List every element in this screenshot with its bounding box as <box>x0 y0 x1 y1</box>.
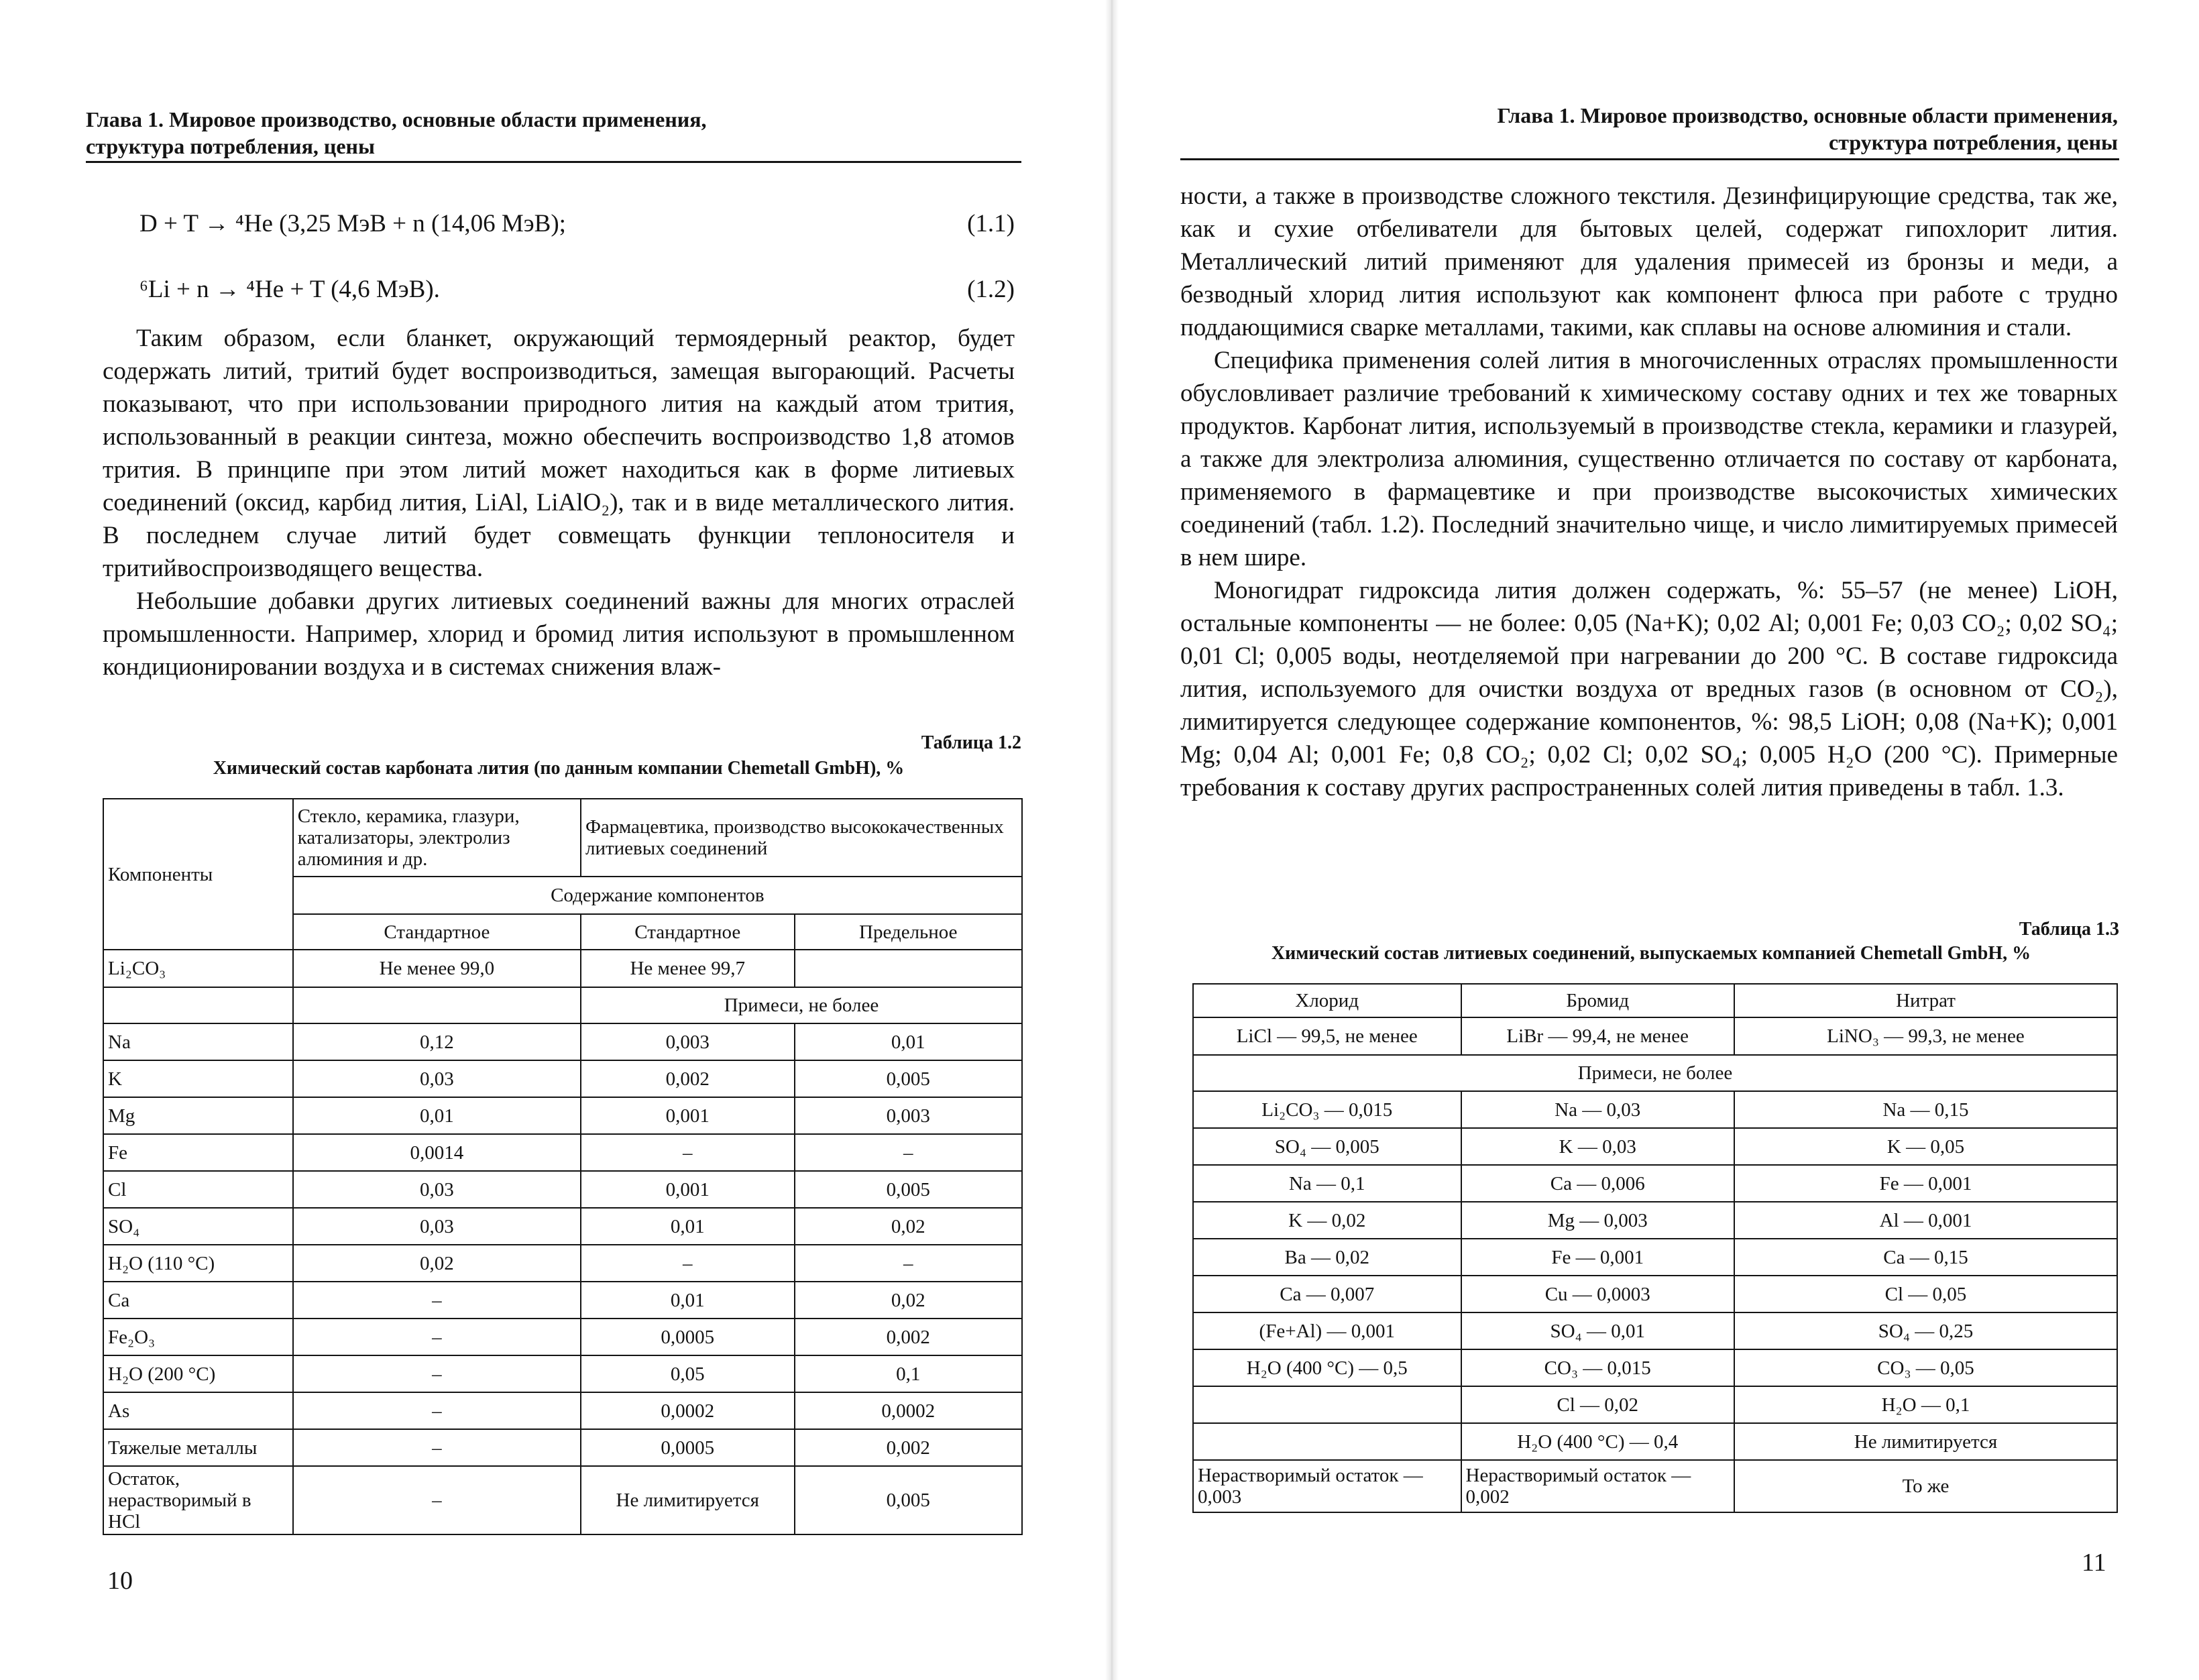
table-title: Химический состав литиевых соединений, выпускаемых компанией Chemetall GmbH, % <box>1271 943 2031 964</box>
cell: SO₄ — 0,005 <box>1193 1128 1461 1165</box>
component-name: Na <box>103 1023 293 1060</box>
paragraph: Небольшие добавки других литиевых соединений важны для многих отраслей промышленности. Например, хлорид и бромид лития используют в промышленном кондиционировании воздуха и в системах снижения влаж- <box>103 587 1015 681</box>
component-name: Cl <box>103 1171 293 1208</box>
cell: K — 0,05 <box>1734 1128 2117 1165</box>
header-standard-1: Стандартное <box>293 914 581 950</box>
book-spine <box>1105 0 1119 1680</box>
cell: Na — 0,03 <box>1461 1091 1734 1128</box>
cell: Ca — 0,007 <box>1193 1276 1461 1312</box>
cell <box>1193 1423 1461 1460</box>
table-row <box>1193 1276 2117 1312</box>
component-name: SO₄ <box>103 1208 293 1245</box>
table-row <box>1193 1091 2117 1128</box>
table-1-2 <box>103 798 1023 1535</box>
table-row <box>103 1134 1022 1171</box>
cell <box>293 987 581 1023</box>
impurities-header: Примеси, не более <box>581 987 1022 1023</box>
cell: H₂O (400 °C) — 0,5 <box>1193 1349 1461 1386</box>
cell: 0,02 <box>293 1245 581 1282</box>
body-text <box>103 322 1015 683</box>
cell: 0,005 <box>795 1171 1022 1208</box>
cell: CO₃ — 0,05 <box>1734 1349 2117 1386</box>
column-header-components: Компоненты <box>103 799 293 950</box>
cell: Na — 0,1 <box>1193 1165 1461 1202</box>
running-header-line1: Глава 1. Мировое производство, основные области применения, <box>86 107 707 131</box>
cell <box>103 987 293 1023</box>
table-row <box>1193 1017 2117 1055</box>
paragraph: Таким образом, если бланкет, окружающий термоядерный реактор, будет содержать литий, тритий будет воспроизводиться, замещая выгорающий. Расчеты показывают, что при использовании природного лития на каждый атом трития, использованный в реакции синтеза, можно обеспечить воспроизводство 1,8 атомов трития. В принципе при этом литий может находиться как в форме литиевых соединений (оксид, карбид лития, LiAl, LiAlO₂), так и в виде металлического лития. В последнем случае литий будет совмещать функции теплоносителя и тритийвоспроизводящего вещества. <box>103 325 1015 582</box>
component-name: K <box>103 1060 293 1097</box>
running-header-line2: структура потребления, цены <box>1829 130 2118 154</box>
cell: 0,01 <box>581 1282 795 1319</box>
running-header-line2: структура потребления, цены <box>86 134 375 158</box>
cell: 0,0002 <box>795 1392 1022 1429</box>
cell: 0,01 <box>293 1097 581 1134</box>
column-header-nitrate: Нитрат <box>1734 984 2117 1017</box>
table-row <box>103 1097 1022 1134</box>
cell: SO₄ — 0,25 <box>1734 1312 2117 1349</box>
cell: 0,1 <box>795 1355 1022 1392</box>
equation-text: D + T → ⁴He (3,25 МэВ + n (14,06 МэВ); <box>139 210 566 237</box>
table-row <box>1193 1460 2117 1512</box>
component-name: Mg <box>103 1097 293 1134</box>
cell: (Fe+Al) — 0,001 <box>1193 1312 1461 1349</box>
component-name: H₂O (110 °C) <box>103 1245 293 1282</box>
table-row <box>103 1282 1022 1319</box>
body-text <box>1180 180 2118 804</box>
paragraph: Специфика применения солей лития в многочисленных отраслях промышленности обусловливает различие требований к химическому составу одних и тех же товарных продуктов. Карбонат лития, используемый в производстве стекла, керамики и глазурей, а также для электролиза алюминия, существенно отличается по составу от карбоната, применяемого в фармацевтике и при производстве высокочистых химических соединений (табл. 1.2). Последний значительно чище, и число лимитируемых примесей в нем шире. <box>1180 347 2118 571</box>
table-row <box>1193 1165 2117 1202</box>
table-row <box>103 1392 1022 1429</box>
cell: Не менее 99,0 <box>293 950 581 987</box>
table-row <box>1193 1202 2117 1239</box>
equation-1-2 <box>139 275 1015 304</box>
table-row <box>1193 1349 2117 1386</box>
cell: Не лимитируется <box>581 1466 795 1534</box>
equation-1-1 <box>139 209 1015 239</box>
page-number: 10 <box>107 1567 133 1595</box>
table-title: Химический состав карбоната лития (по данным компании Chemetall GmbH), % <box>213 758 905 779</box>
table-row <box>103 1171 1022 1208</box>
cell: 0,03 <box>293 1208 581 1245</box>
equation-text: ⁶Li + n → ⁴He + T (4,6 МэВ). <box>139 276 440 303</box>
cell: Na — 0,15 <box>1734 1091 2117 1128</box>
cell: Нерастворимый остаток — 0,002 <box>1461 1460 1734 1512</box>
cell: LiBr — 99,4, не менее <box>1461 1017 1734 1055</box>
equation-number: (1.2) <box>967 276 1015 303</box>
table-label: Таблица 1.2 <box>921 732 1021 753</box>
cell: 0,01 <box>581 1208 795 1245</box>
cell: 0,02 <box>795 1208 1022 1245</box>
running-header <box>86 106 1025 160</box>
table-row <box>103 950 1022 987</box>
cell <box>795 950 1022 987</box>
cell: Не лимитируется <box>1734 1423 2117 1460</box>
cell: 0,02 <box>795 1282 1022 1319</box>
cell: 0,0002 <box>581 1392 795 1429</box>
cell: CO₃ — 0,015 <box>1461 1349 1734 1386</box>
header-rule <box>1180 158 2119 160</box>
cell: – <box>581 1245 795 1282</box>
table-row <box>103 1355 1022 1392</box>
table-row <box>103 1060 1022 1097</box>
component-name: Fe <box>103 1134 293 1171</box>
column-header-chloride: Хлорид <box>1193 984 1461 1017</box>
cell: – <box>293 1429 581 1466</box>
cell: – <box>795 1134 1022 1171</box>
cell: H₂O (400 °C) — 0,4 <box>1461 1423 1734 1460</box>
cell: Cl — 0,02 <box>1461 1386 1734 1423</box>
cell: – <box>293 1466 581 1534</box>
component-name: Fe₂O₃ <box>103 1319 293 1355</box>
table-row <box>103 1319 1022 1355</box>
cell <box>1193 1386 1461 1423</box>
cell: 0,0005 <box>581 1319 795 1355</box>
cell: Li₂CO₃ — 0,015 <box>1193 1091 1461 1128</box>
cell: Fe — 0,001 <box>1461 1239 1734 1276</box>
column-header-bromide: Бромид <box>1461 984 1734 1017</box>
header-content: Содержание компонентов <box>293 877 1022 914</box>
cell: Не менее 99,7 <box>581 950 795 987</box>
table-label: Таблица 1.3 <box>2019 919 2119 940</box>
component-name: As <box>103 1392 293 1429</box>
cell: – <box>795 1245 1022 1282</box>
cell: 0,003 <box>581 1023 795 1060</box>
cell: 0,05 <box>581 1355 795 1392</box>
cell: То же <box>1734 1460 2117 1512</box>
page-number: 11 <box>2082 1549 2106 1577</box>
cell: 0,001 <box>581 1171 795 1208</box>
cell: 0,12 <box>293 1023 581 1060</box>
component-name: Тяжелые металлы <box>103 1429 293 1466</box>
paragraph: ности, а также в производстве сложного текстиля. Дезинфицирующие средства, так же, как и сухие отбеливатели для бытовых целей, содержат гипохлорит лития. Металлический литий применяют для удаления примесей из бронзы и меди, а безводный хлорид лития используют как компонент флюса при работе с трудно поддающимися сварке металлами, такими, как сплавы на основе алюминия и стали. <box>1180 182 2118 341</box>
cell: LiCl — 99,5, не менее <box>1193 1017 1461 1055</box>
header-rule <box>86 161 1021 163</box>
column-header-pharma: Фармацевтика, производство высококачественных литиевых соединений <box>581 799 1022 877</box>
table-row <box>1193 1312 2117 1349</box>
cell: 0,0014 <box>293 1134 581 1171</box>
cell: Нерастворимый остаток — 0,003 <box>1193 1460 1461 1512</box>
cell: – <box>293 1319 581 1355</box>
table-row <box>103 1466 1022 1534</box>
cell: K — 0,02 <box>1193 1202 1461 1239</box>
cell: H₂O — 0,1 <box>1734 1386 2117 1423</box>
impurities-header: Примеси, не более <box>1193 1055 2117 1091</box>
table-row <box>103 1429 1022 1466</box>
table-row <box>103 1208 1022 1245</box>
cell: Cl — 0,05 <box>1734 1276 2117 1312</box>
component-name: Остаток, нерастворимый в HCl <box>103 1466 293 1534</box>
column-header-glass: Стекло, керамика, глазури, катализаторы, электролиз алюминия и др. <box>293 799 581 877</box>
cell: K — 0,03 <box>1461 1128 1734 1165</box>
cell: 0,003 <box>795 1097 1022 1134</box>
cell: 0,002 <box>795 1429 1022 1466</box>
header-standard-2: Стандартное <box>581 914 795 950</box>
component-name: Li₂CO₃ <box>103 950 293 987</box>
cell: 0,03 <box>293 1171 581 1208</box>
running-header <box>1182 102 2118 156</box>
paragraph: Моногидрат гидроксида лития должен содержать, %: 55–57 (не менее) LiOH, остальные компоненты — не более: 0,05 (Na+K); 0,02 Al; 0,001 Fe; 0,03 CO₂; 0,02 SO₄; 0,01 Cl; 0,005 воды, неотделяемой при нагревании до 200 °С. В составе гидроксида лития, используемого для очистки воздуха от вредных газов (в основном от CO₂), лимитируется следующее содержание компонентов, %: 98,5 LiOH; 0,08 (Na+K); 0,001 Mg; 0,04 Al; 0,001 Fe; 0,8 CO₂; 0,02 Cl; 0,02 SO₄; 0,005 H₂O (200 °С). Примерные требования к составу других распространенных солей лития приведены в табл. 1.3. <box>1180 577 2118 801</box>
cell: – <box>581 1134 795 1171</box>
cell: 0,03 <box>293 1060 581 1097</box>
cell: Mg — 0,003 <box>1461 1202 1734 1239</box>
table-1-3 <box>1192 983 2118 1513</box>
cell: Al — 0,001 <box>1734 1202 2117 1239</box>
page-right <box>1121 0 2199 1680</box>
component-name: H₂O (200 °C) <box>103 1355 293 1392</box>
cell: – <box>293 1282 581 1319</box>
cell: 0,005 <box>795 1466 1022 1534</box>
table-row <box>103 1245 1022 1282</box>
component-name: Ca <box>103 1282 293 1319</box>
cell: 0,0005 <box>581 1429 795 1466</box>
cell: Ca — 0,15 <box>1734 1239 2117 1276</box>
table-row <box>1193 1239 2117 1276</box>
cell: Ba — 0,02 <box>1193 1239 1461 1276</box>
cell: 0,002 <box>581 1060 795 1097</box>
table-row <box>1193 1423 2117 1460</box>
table-row <box>1193 1128 2117 1165</box>
table-row <box>1193 1386 2117 1423</box>
cell: SO₄ — 0,01 <box>1461 1312 1734 1349</box>
header-limit: Предельное <box>795 914 1022 950</box>
cell: – <box>293 1355 581 1392</box>
cell: 0,001 <box>581 1097 795 1134</box>
cell: 0,005 <box>795 1060 1022 1097</box>
cell: LiNO₃ — 99,3, не менее <box>1734 1017 2117 1055</box>
cell: – <box>293 1392 581 1429</box>
cell: Cu — 0,0003 <box>1461 1276 1734 1312</box>
cell: 0,002 <box>795 1319 1022 1355</box>
running-header-line1: Глава 1. Мировое производство, основные области применения, <box>1497 103 2118 127</box>
equation-number: (1.1) <box>967 210 1015 237</box>
cell: Ca — 0,006 <box>1461 1165 1734 1202</box>
cell: 0,01 <box>795 1023 1022 1060</box>
cell: Fe — 0,001 <box>1734 1165 2117 1202</box>
table-row <box>103 1023 1022 1060</box>
